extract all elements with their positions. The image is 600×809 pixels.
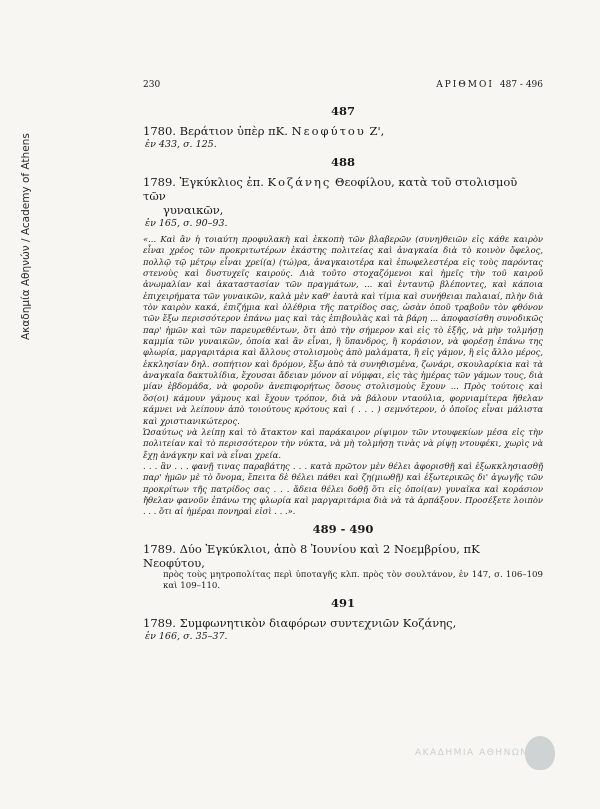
entry-491-ref: ἐν 166, σ. 35–37. <box>145 631 228 643</box>
entry-number-491: 491 <box>330 596 355 611</box>
entry-487-text-a: Βεράτιον ὑπὲρ πΚ. <box>179 124 292 138</box>
entry-489-detail: πρὸς τοὺς μητροπολίτας περὶ ὑποταγῆς κλπ. πρὸς τὸν σουλτάνον, ἐν 147, σ. 106–109 καὶ 109–110. <box>163 569 543 591</box>
entry-488-name: Κοζάνης <box>267 175 332 189</box>
quote-paragraph-2: Ὡσαύτως νὰ λείπῃ καὶ τὸ ἄτακτον καὶ παράκαιρον ρίψιμον τῶν ντουφεκίων μέσα εἰς τὴν πολιτείαν καὶ τὸ περισσότερον τὴν νύκτα, νὰ μὴ τολμήσῃ τινὰς νὰ ρίψῃ ντουφέκι, χωρὶς νὰ ἔχῃ ἀνάγκην καὶ νὰ εἶναι χρεία. <box>143 426 543 460</box>
running-head <box>143 80 543 90</box>
athena-seal-icon <box>525 736 555 770</box>
entry-488-text-a: Ἐγκύκλιος ἐπ. <box>179 175 268 189</box>
entry-488-text-b: Θεοφίλου, κατὰ τοῦ στολισμοῦ τῶν <box>143 175 518 203</box>
watermark-text: ΑΚΑΔΗΜΙΑ ΑΘΗΝΩΝ <box>415 748 529 758</box>
running-range: 487 - 496 <box>499 80 543 90</box>
entry-487-name: Νεοφύτου <box>291 124 366 138</box>
running-title-text: ΑΡΙΘΜΟΙ <box>436 80 494 90</box>
entry-489-year: 1789. <box>143 541 176 556</box>
entry-491-text: Συμφωνητικὸν διαφόρων συντεχνιῶν Κοζάνης, <box>179 616 457 631</box>
quote-paragraph-1: «... Καὶ ἂν ἡ τοιαύτη προφυλακὴ καὶ ἐκκοπὴ τῶν βλαβερῶν (συνη)θειῶν εἰς κάθε καιρὸν εἶναι χρέος τῶν προκριτωτέρων ἑκάστης πολιτείας καὶ ἀναγκαία διὰ τὸ κοινὸν ὄφελος, πολλῷ τῷ μέτρῳ εἶναι χρεί(α) (τώ)ρα, ἀναγκαιοτέρα καὶ ἐπωφελεστέρα εἰς τοὺς παρόντας στενοὺς καὶ δυστυχεῖς καιρούς. Διὰ τοῦτο στοχαζόμενοι καὶ ἡμεῖς τὴν τοῦ καιροῦ ἀνωμαλίαν καὶ ἀκαταστασίαν τῶν πραγμάτων, ... καὶ ἐνταυτῷ βλέποντες, καὶ κάποια ἐπιχειρήματα τῶν γυναικῶν, καλὰ μὲν καθ' ἑαυτὰ καὶ τίμια καὶ συνήθειαι παλαιαί, πλὴν διὰ τὸν καιρὸν κακά, ἐπιζήμια καὶ ὀλέθρια τῆς πατρίδος σας, ὡσὰν ὁποῦ τραβοῦν τὸν φθόνον τῶν ἔξω περισσότερον ἐπάνω μας καὶ τὰς ἐπιβουλὰς καὶ τὰ βάρη ... ἀποφασίσθη συνοδικῶς παρ' ἡμῶν καὶ τῶν παρευρεθέντων, ὅτι ἀπὸ τὴν σήμερον καὶ εἰς τὸ ἑξῆς, νὰ μὴν τολμήσῃ καμμία τῶν γυναικῶν, ὁποία καὶ ἂν εἶναι, ἢ ὕπανδρος, ἢ κοράσιον, νὰ φορέσῃ ἐπάνω της φλωρία, μαργαριτάρια καὶ ἄλλους στολισμοὺς ἀπὸ μαλάματα, ἢ εἰς γάμον, ἢ εἰς ἄλλο μέρος, ἐκκλησίαν δηλ. σοπήτιον καὶ δρόμον, ἔξω ἀπὸ τὰ συνηθισμένα, ζωνάρι, σκουλαρίκια καὶ τὰ ἀναγκαῖα δακτυλίδια, ἔχουσαι ἄδειαν μόνον αἱ νύμφαι, εἰς τὰς ἡμέρας τῶν γάμων τους, διὰ μίαν ἑβδομάδα, νὰ φοροῦν ἀνεπιφορήτως ὅσους στολισμοὺς ἔχουν ... Πρὸς τούτοις καὶ ὅσ(οι) κάμουν γάμους καὶ ἔχουν τρόπον, διὰ νὰ βάλουν νταούλια, φορνιαμίτερα ἤθελαν κάμνει νὰ λείπουν ἀπὸ τοιούτους κρότους καὶ ( . . . ) σεμνότερον, ὁ ὁποῖος εἶναι μάλιστα καὶ χριστιανικώτερος. <box>143 234 543 426</box>
entry-number-487: 487 <box>330 104 355 118</box>
side-label <box>6 40 32 340</box>
entry-487-ref: ἐν 433, σ. 125. <box>145 139 217 150</box>
entry-489-text: Δύο Ἐγκύκλιοι, ἀπὸ 8 Ἰουνίου καὶ 2 Νοεμβρίου, πΚ Νεοφύτου, <box>143 541 480 570</box>
entry-487-heading <box>143 124 543 138</box>
entry-487-text-b: Ζ', <box>365 124 385 138</box>
quote-paragraph-3: . . . ἂν . . . φανῇ τινας παραβάτης . . . κατὰ πρῶτον μὲν θέλει ἀφορισθῇ καὶ ἐξωκκλησιασθῇ παρ' ἡμῶν μὲ τὸ ὄνομα, ἔπειτα δὲ θέλει πάθει καὶ ζη(μιωθῇ) καὶ ἐξωτερικῶς δι' ἀγωγῆς τῶν προκρίτων τῆς πατρίδος σας . . . ἄδεια θέλει δοθῇ ὅτι εἰς ὁποί(αν) γυναῖκα καὶ κοράσιον ἤθελαν φανοῦν ἐπάνω της φλωρία καὶ μαργαριτάρια διὰ νὰ τὰ ἁρπάξουν. Προσέξετε λοιπὸν . . . ὅτι αἱ ἡμέραι πονηραὶ εἰσὶ . . .». <box>143 460 543 517</box>
entry-number-488: 488 <box>330 155 355 169</box>
side-label-text: Ακαδημία Αθηνών / Academy of Athens <box>20 133 32 340</box>
entry-number-489-490: 489 - 490 <box>312 521 374 536</box>
entry-488-ref: ἐν 165, σ. 90–93. <box>145 218 228 229</box>
entry-489-heading <box>143 542 543 570</box>
entry-487-year: 1780. <box>143 124 176 138</box>
running-title <box>436 80 543 90</box>
entry-488-heading-cont: γυναικῶν, <box>163 203 224 217</box>
academy-watermark <box>415 736 565 772</box>
entry-491-year: 1789. <box>143 616 176 631</box>
entry-488-year: 1789. <box>143 175 176 189</box>
entry-488-heading <box>143 175 543 203</box>
page <box>143 80 543 647</box>
page-number: 230 <box>143 80 161 90</box>
entry-491-heading <box>143 616 543 630</box>
entry-488-quote <box>143 234 543 518</box>
